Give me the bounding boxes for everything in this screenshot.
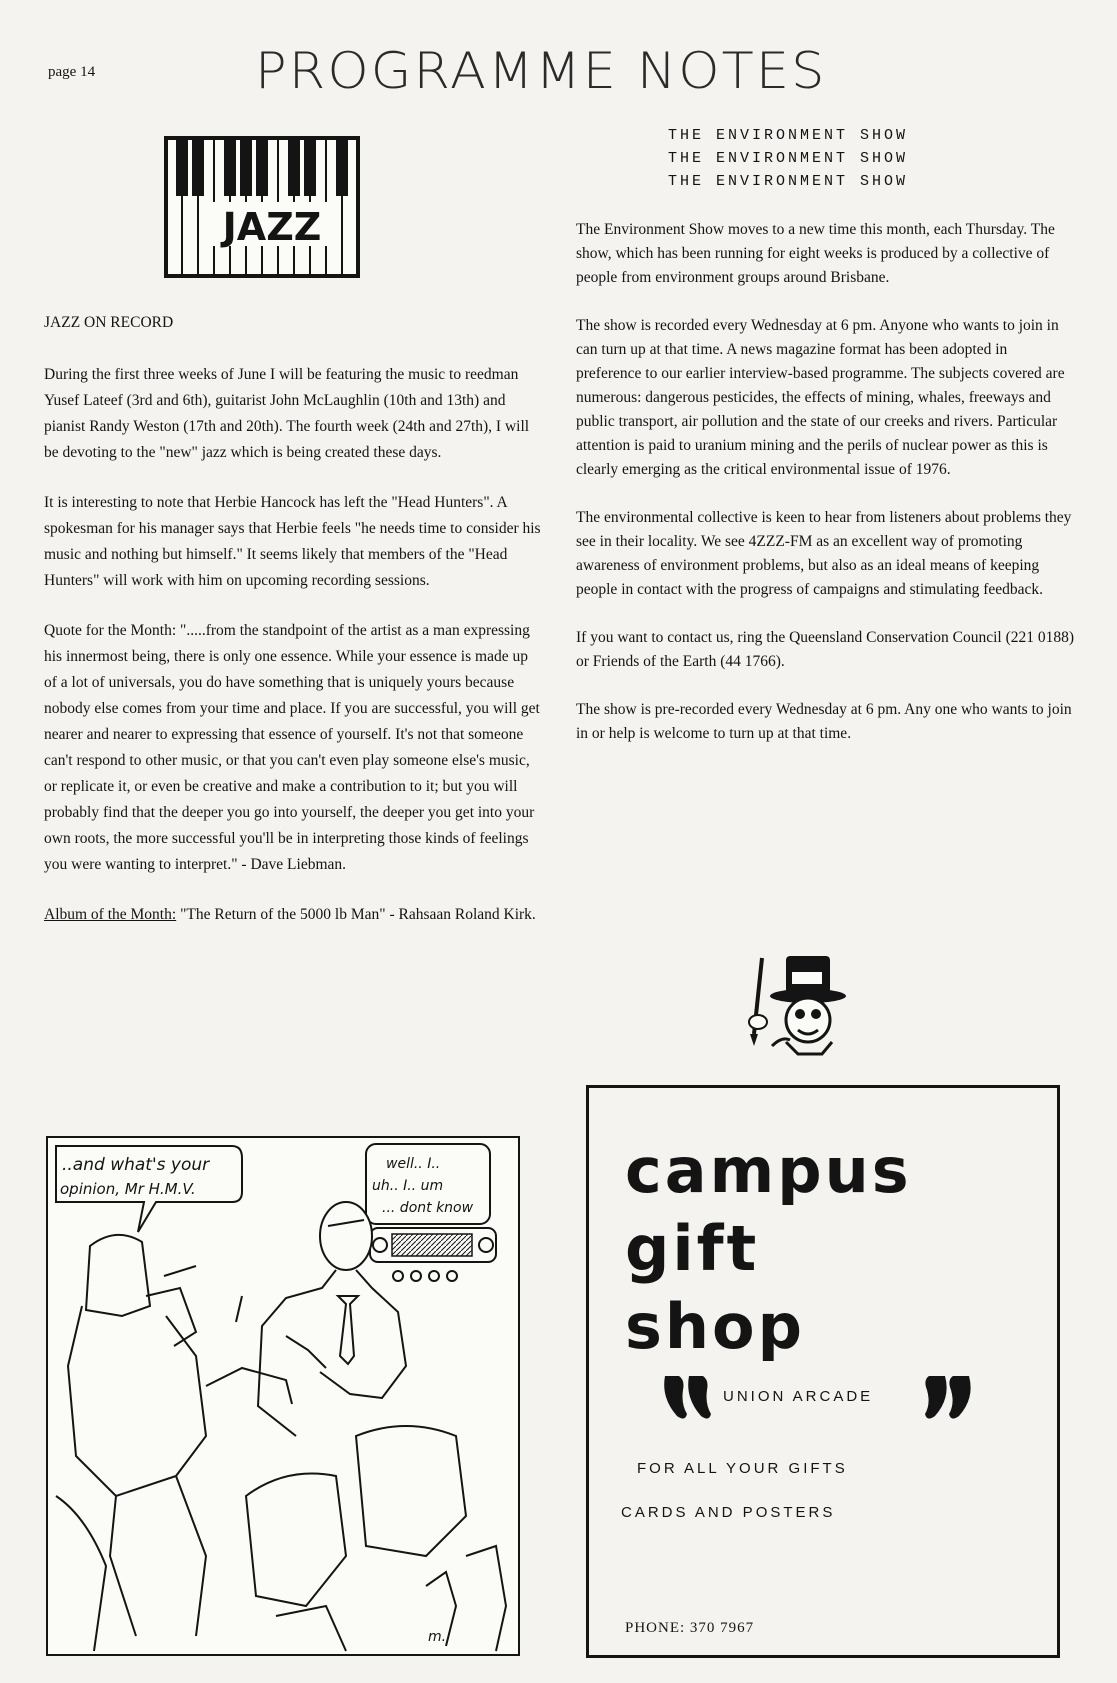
environment-heading: THE ENVIRONMENT SHOW — [668, 173, 909, 190]
cartoon-speech-right-line: uh.. I.. um — [372, 1178, 444, 1194]
shop-name-line: shop — [625, 1290, 806, 1363]
album-label: Album of the Month: — [44, 906, 177, 923]
cartoon-speech-right-line: ... dont know — [382, 1200, 474, 1216]
campus-gift-shop-advert — [586, 1085, 1060, 1658]
jazz-paragraph: It is interesting to note that Herbie Hancock has left the "Head Hunters". A spokesman for his manager says that Herbie feels "he needs time to consider his music and nothing but himself." It seems likely that members of the "Head Hunters" will work with him on upcoming recording sessions. — [44, 494, 541, 589]
environment-column — [576, 218, 1076, 770]
page-title: PROGRAMME NOTES — [255, 42, 827, 100]
environment-paragraph: The environmental collective is keen to hear from listeners about problems they see in their locality. We see 4ZZZ-FM as an excellent way of promoting awareness of environment problems, but also as an ideal means of keeping people in contact with the progress of campaigns and stimulating feedback. — [576, 509, 1072, 598]
top-hat-mascot-illustration — [742, 950, 852, 1060]
shop-location: UNION ARCADE — [723, 1388, 874, 1405]
shop-tagline: FOR ALL YOUR GIFTS — [637, 1460, 848, 1477]
shop-name-line: campus — [625, 1134, 912, 1207]
album-text: "The Return of the 5000 lb Man" - Rahsaan Roland Kirk. — [176, 906, 536, 923]
jazz-column — [44, 310, 544, 952]
environment-headings — [668, 124, 908, 193]
environment-paragraph: If you want to contact us, ring the Queensland Conservation Council (221 0188) or Friends of the Earth (44 1766). — [576, 629, 1075, 670]
jazz-paragraph: Quote for the Month: ".....from the standpoint of the artist as a man expressing his innermost being, there is only one essence. While your essence is made up of a lot of universals, you do have something that is uniquely yours because nobody else comes from your time and place. If you are successful, you will get nearer and nearer to expressing that essence of yourself. It's not that someone can't respond to other music, or that you can't even play someone else's music, or replicate it, or even be creative and make a contribution to it; but you will probably find that the deeper you go into yourself, the deeper you get into your own roots, the more successful you'll be in interpreting those kinds of feelings you were wanting to interpret." - Dave Liebman. — [44, 622, 540, 873]
shop-phone: PHONE: 370 7967 — [625, 1620, 755, 1636]
album-of-month — [44, 902, 544, 928]
page-number: page 14 — [48, 64, 96, 80]
environment-heading: THE ENVIRONMENT SHOW — [668, 150, 909, 167]
shop-name — [625, 1132, 912, 1366]
jazz-logo-text: JAZZ — [222, 205, 322, 249]
shop-name-line: gift — [625, 1212, 760, 1285]
jazz-paragraph: During the first three weeks of June I will be featuring the music to reedman Yusef Lateef (3rd and 6th), guitarist John McLaughlin (10th and 13th) and pianist Randy Weston (17th and 20th). The fourth week (24th and 27th), I will be devoting to the "new" jazz which is being created these days. — [44, 366, 530, 461]
cartoon-speech-right-line: well.. I.. — [386, 1156, 441, 1172]
jazz-piano-logo — [164, 136, 360, 278]
cartoon-speech-left-line: ..and what's your — [62, 1155, 210, 1175]
cartoon-speech-left-line: opinion, Mr H.M.V. — [60, 1180, 196, 1198]
environment-paragraph: The show is pre-recorded every Wednesday at 6 pm. Any one who wants to join in or help is welcome to turn up at that time. — [576, 701, 1072, 742]
cartoon-signature: m. — [428, 1629, 447, 1645]
jazz-section-heading: JAZZ ON RECORD — [44, 314, 174, 331]
environment-paragraph: The show is recorded every Wednesday at 6 pm. Anyone who wants to join in can turn up at that time. A news magazine format has been adopted in preference to our earlier interview-based programme. The subjects covered are numerous: dangerous pesticides, the effects of mining, whales, freeways and public transport, air pollution and the state of our creeks and rivers. Particular attention is paid to uranium mining and the perils of nuclear power as this is clearly emerging as the critical environmental issue of 1976. — [576, 317, 1065, 478]
open-quote-icon — [659, 1368, 717, 1426]
close-quote-icon — [919, 1368, 977, 1426]
environment-paragraph: The Environment Show moves to a new time this month, each Thursday. The show, which has been running for eight weeks is produced by a collective of people from environment groups around Brisbane. — [576, 221, 1055, 286]
environment-heading: THE ENVIRONMENT SHOW — [668, 127, 909, 144]
shop-tagline: CARDS AND POSTERS — [621, 1504, 836, 1521]
cartoon-panel — [46, 1136, 520, 1656]
